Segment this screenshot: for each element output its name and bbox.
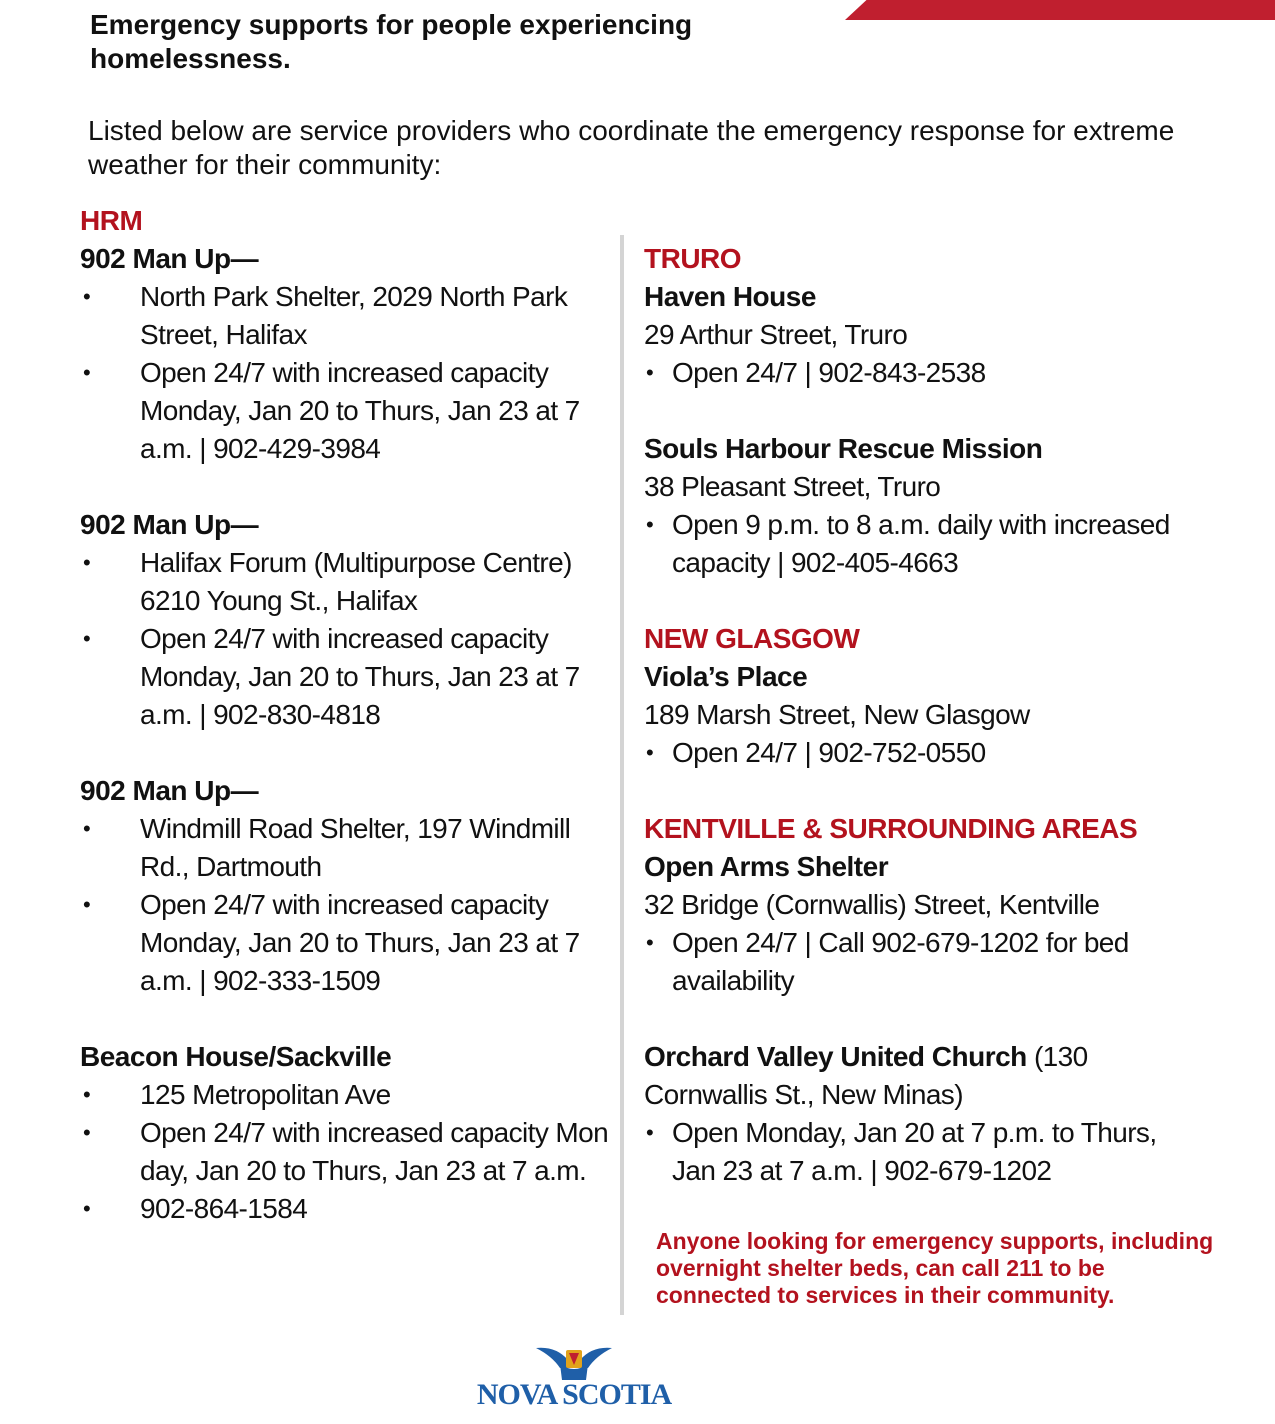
region-heading-hrm: HRM bbox=[80, 205, 143, 236]
corner-accent-band bbox=[845, 0, 1275, 20]
list-item: • Open 24/7 | 902-843-2538 bbox=[644, 354, 1204, 392]
provider-block bbox=[80, 1038, 625, 1228]
provider-name: 902 Man Up— bbox=[80, 243, 259, 274]
provider-name: 902 Man Up— bbox=[80, 509, 259, 540]
list-item: • Open 24/7 with increased capacity Monday, Jan 20 to Thurs, Jan 23 at 7 a.m. | 902-830-4818 bbox=[80, 620, 625, 734]
provider-name: Orchard Valley United Church bbox=[644, 1041, 1027, 1072]
provider-name: Haven House bbox=[644, 281, 816, 312]
list-item: • Open 9 p.m. to 8 a.m. daily with increased capacity | 902-405-4663 bbox=[644, 506, 1204, 582]
list-item: • 125 Metropolitan Ave bbox=[80, 1076, 625, 1114]
provider-block bbox=[80, 240, 625, 468]
provider-details bbox=[644, 924, 1204, 1000]
provider-address: 29 Arthur Street, Truro bbox=[644, 319, 908, 350]
intro-text: Listed below are service providers who coordinate the emergency response for extreme weather for their community: bbox=[88, 115, 1175, 180]
list-item: • Halifax Forum (Multipurpose Centre) 6210 Young St., Halifax bbox=[80, 544, 625, 620]
list-item: • Open 24/7 | 902-752-0550 bbox=[644, 734, 1204, 772]
provider-name: Souls Harbour Rescue Mission bbox=[644, 433, 1043, 464]
logo-wordmark: NOVA SCOTIA bbox=[476, 1378, 672, 1411]
help-notice: Anyone looking for emergency supports, including overnight shelter beds, can call 211 to be connected to services in their community. bbox=[656, 1228, 1214, 1308]
provider-address: 32 Bridge (Cornwallis) Street, Kentville bbox=[644, 889, 1100, 920]
provider-block bbox=[80, 506, 625, 734]
provider-details bbox=[644, 506, 1204, 582]
provider-details bbox=[644, 354, 1204, 392]
provider-details bbox=[80, 810, 625, 1000]
provider-address: 38 Pleasant Street, Truro bbox=[644, 471, 941, 502]
provider-name: Viola’s Place bbox=[644, 661, 808, 692]
left-column bbox=[80, 202, 625, 1228]
list-item: • Open 24/7 with increased capacity Monday, Jan 20 to Thurs, Jan 23 at 7 a.m. | 902-429-3984 bbox=[80, 354, 625, 468]
provider-block bbox=[80, 772, 625, 1000]
provider-name: Beacon House/Sackville bbox=[80, 1041, 392, 1072]
provider-address: (130 Cornwallis St., New Minas) bbox=[644, 1041, 1088, 1110]
list-item: • Open 24/7 | Call 902-679-1202 for bed availability bbox=[644, 924, 1204, 1000]
region-heading-truro: TRURO bbox=[644, 243, 742, 274]
provider-heading-line bbox=[644, 1038, 1204, 1114]
provider-name: 902 Man Up— bbox=[80, 775, 259, 806]
provider-details bbox=[644, 734, 1204, 772]
page-title: Emergency supports for people experiencing homelessness. bbox=[90, 9, 693, 74]
provider-details bbox=[80, 278, 625, 468]
provider-name: Open Arms Shelter bbox=[644, 851, 889, 882]
provider-details bbox=[80, 1076, 625, 1228]
list-item: • 902-864-1584 bbox=[80, 1190, 625, 1228]
region-heading-new-glasgow: NEW GLASGOW bbox=[644, 623, 860, 654]
list-item: • Open 24/7 with increased capacity Monday, Jan 20 to Thurs, Jan 23 at 7 a.m. | 902-333-1509 bbox=[80, 886, 625, 1000]
nova-scotia-logo bbox=[468, 1340, 680, 1412]
list-item: • North Park Shelter, 2029 North Park Street, Halifax bbox=[80, 278, 625, 354]
provider-details bbox=[644, 1114, 1204, 1190]
provider-address: 189 Marsh Street, New Glasgow bbox=[644, 699, 1030, 730]
column-divider bbox=[620, 235, 624, 1315]
region-heading-kentville: KENTVILLE & SURROUNDING AREAS bbox=[644, 813, 1138, 844]
provider-details bbox=[80, 544, 625, 734]
list-item: • Open 24/7 with increased capacity Mon day, Jan 20 to Thurs, Jan 23 at 7 a.m. bbox=[80, 1114, 625, 1190]
list-item: • Windmill Road Shelter, 197 Windmill Rd., Dartmouth bbox=[80, 810, 625, 886]
right-column bbox=[644, 240, 1204, 1190]
list-item: • Open Monday, Jan 20 at 7 p.m. to Thurs, Jan 23 at 7 a.m. | 902-679-1202 bbox=[644, 1114, 1204, 1190]
